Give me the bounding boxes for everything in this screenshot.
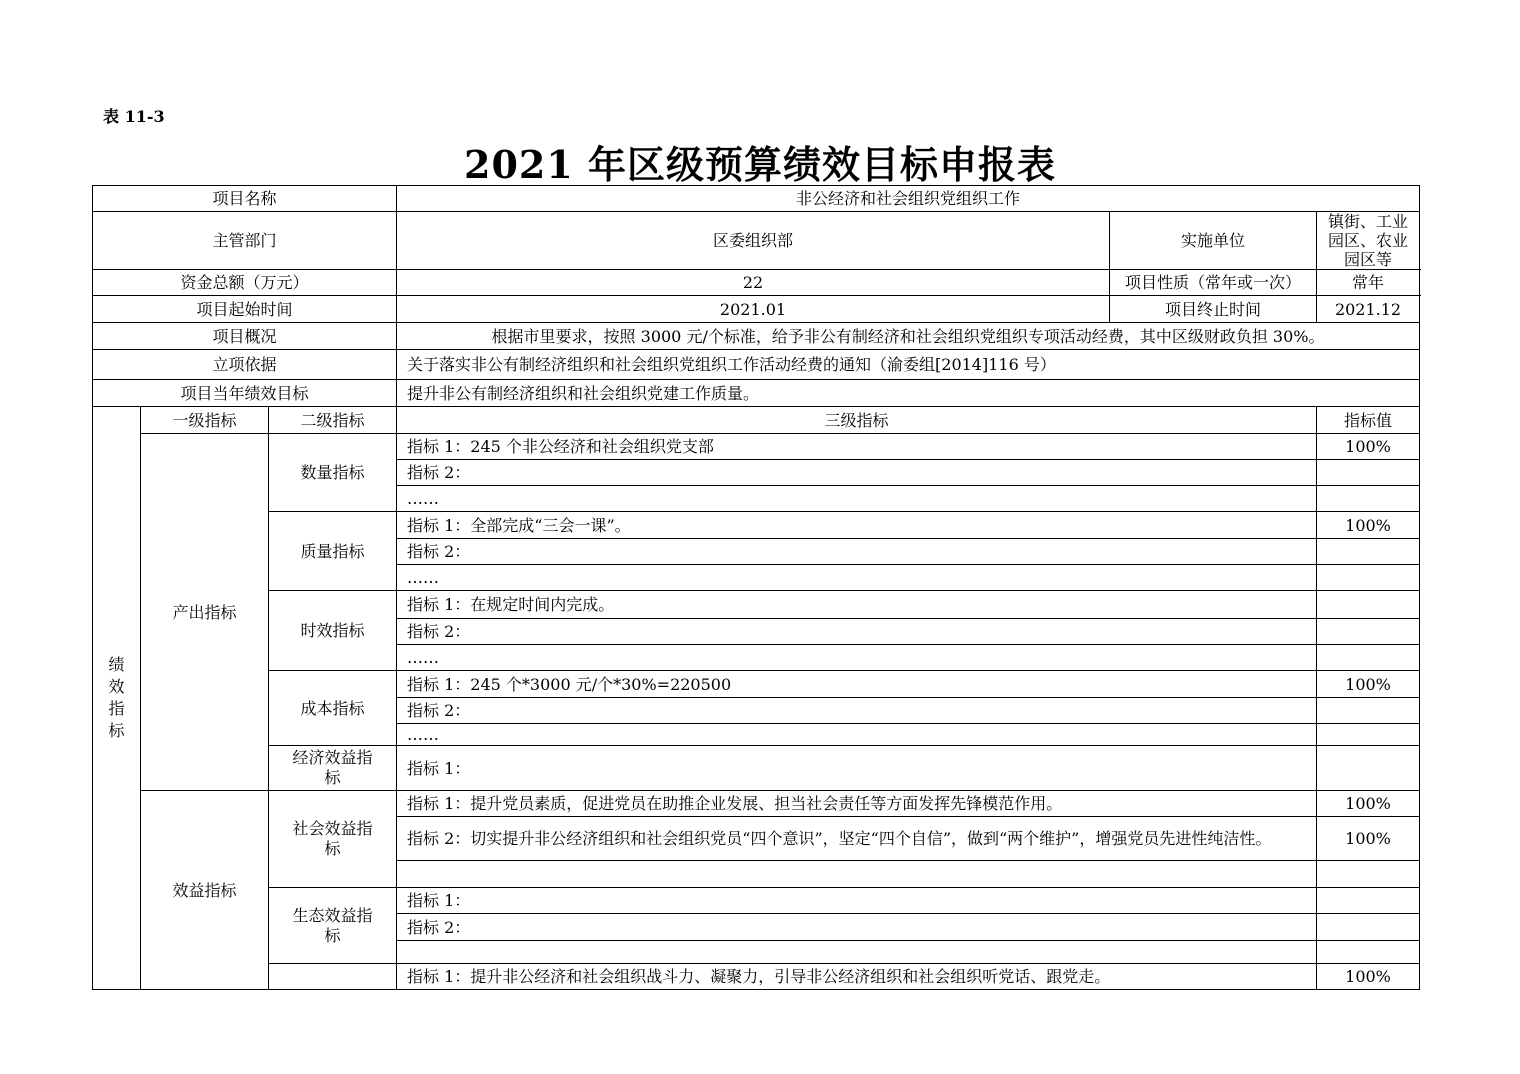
start-value: 2021.01 — [397, 296, 1110, 323]
indicator-text: 指标 1：在规定时间内完成。 — [397, 591, 1317, 619]
row-department — [93, 212, 1420, 270]
overview-value: 根据市里要求，按照 3000 元/个标准，给予非公有制经济和社会组织党组织专项活动经费，其中区级财政负担 30%。 — [397, 323, 1420, 350]
indicator-text — [397, 861, 1317, 888]
basis-label: 立项依据 — [93, 350, 397, 380]
row-project-name — [93, 186, 1420, 212]
indicator-text: 指标 2： — [397, 539, 1317, 565]
nature-value: 常年 — [1317, 270, 1420, 296]
quality-indicator-label: 质量指标 — [269, 512, 397, 591]
indicator-text: 指标 1：全部完成“三会一课”。 — [397, 512, 1317, 539]
table-row — [93, 434, 1420, 460]
economic-indicator-label: 经济效益指标 — [269, 746, 397, 791]
indicator-text: 指标 1：245 个非公经济和社会组织党支部 — [397, 434, 1317, 460]
indicator-text: …… — [397, 645, 1317, 671]
start-label: 项目起始时间 — [93, 296, 397, 323]
indicator-text: …… — [397, 565, 1317, 591]
unlabeled-indicator-cell — [269, 964, 397, 990]
goal-value: 提升非公有制经济组织和社会组织党建工作质量。 — [397, 380, 1420, 407]
nature-label: 项目性质（常年或一次） — [1110, 270, 1317, 296]
cost-indicator-label: 成本指标 — [269, 671, 397, 746]
indicator-value — [1317, 486, 1420, 512]
row-goal — [93, 380, 1420, 407]
indicator-value: 100% — [1317, 434, 1420, 460]
indicator-value — [1317, 746, 1420, 791]
project-name-value: 非公经济和社会组织党组织工作 — [397, 186, 1420, 212]
timeliness-indicator-label: 时效指标 — [269, 591, 397, 671]
table-row — [93, 591, 1420, 619]
social-indicator-label: 社会效益指标 — [269, 791, 397, 888]
indicator-value — [1317, 460, 1420, 486]
benefit-indicator-label: 效益指标 — [141, 791, 269, 990]
amount-value: 22 — [397, 270, 1110, 296]
indicator-value: 100% — [1317, 964, 1420, 990]
header-level2: 二级指标 — [269, 407, 397, 434]
indicator-text: 指标 1： — [397, 746, 1317, 791]
goal-label: 项目当年绩效目标 — [93, 380, 397, 407]
indicator-text: 指标 2： — [397, 914, 1317, 941]
indicator-value — [1317, 861, 1420, 888]
indicator-text: 指标 2： — [397, 460, 1317, 486]
table-row — [93, 746, 1420, 791]
indicator-text: 指标 1：提升党员素质，促进党员在助推企业发展、担当社会责任等方面发挥先锋模范作用。 — [397, 791, 1317, 817]
indicator-value — [1317, 539, 1420, 565]
page-title: 2021 年区级预算绩效目标申报表 — [464, 142, 1056, 187]
indicator-value — [1317, 645, 1420, 671]
table-row — [93, 791, 1420, 817]
dept-value: 区委组织部 — [397, 212, 1110, 270]
indicator-value — [1317, 565, 1420, 591]
row-overview — [93, 323, 1420, 350]
impl-label: 实施单位 — [1110, 212, 1317, 270]
table-row — [93, 964, 1420, 990]
impl-value: 镇街、工业园区、农业园区等 — [1317, 212, 1420, 270]
row-amount — [93, 270, 1420, 296]
row-dates — [93, 296, 1420, 323]
indicator-text — [397, 941, 1317, 964]
indicator-text: 指标 2： — [397, 619, 1317, 645]
indicator-text: …… — [397, 486, 1317, 512]
amount-label: 资金总额（万元） — [93, 270, 397, 296]
indicator-text: 指标 2： — [397, 698, 1317, 724]
indicator-value — [1317, 698, 1420, 724]
indicator-value: 100% — [1317, 512, 1420, 539]
row-basis — [93, 350, 1420, 380]
indicator-text: …… — [397, 724, 1317, 746]
header-level3: 三级指标 — [397, 407, 1317, 434]
row-indicator-header — [93, 407, 1420, 434]
quantity-indicator-label: 数量指标 — [269, 434, 397, 512]
output-indicator-label: 产出指标 — [141, 434, 269, 791]
indicator-text: 指标 1： — [397, 888, 1317, 914]
header-level1: 一级指标 — [141, 407, 269, 434]
ecological-indicator-label: 生态效益指标 — [269, 888, 397, 964]
performance-indicator-side-label: 绩效指标 — [93, 407, 141, 990]
indicator-value — [1317, 724, 1420, 746]
indicator-value: 100% — [1317, 671, 1420, 698]
indicator-text: 指标 2：切实提升非公经济组织和社会组织党员“四个意识”，坚定“四个自信”，做到“两个维护”，增强党员先进性纯洁性。 — [397, 817, 1317, 861]
indicator-value — [1317, 888, 1420, 914]
header-value: 指标值 — [1317, 407, 1420, 434]
indicator-value: 100% — [1317, 817, 1420, 861]
end-value: 2021.12 — [1317, 296, 1420, 323]
overview-label: 项目概况 — [93, 323, 397, 350]
indicator-value — [1317, 941, 1420, 964]
project-name-label: 项目名称 — [93, 186, 397, 212]
table-row — [93, 671, 1420, 698]
budget-performance-table — [92, 185, 1420, 990]
end-label: 项目终止时间 — [1110, 296, 1317, 323]
indicator-value — [1317, 591, 1420, 619]
dept-label: 主管部门 — [93, 212, 397, 270]
indicator-text: 指标 1：245 个*3000 元/个*30%=220500 — [397, 671, 1317, 698]
table-row — [93, 512, 1420, 539]
table-number-label: 表 11-3 — [103, 107, 165, 126]
table-row — [93, 888, 1420, 914]
indicator-value — [1317, 619, 1420, 645]
indicator-value: 100% — [1317, 791, 1420, 817]
indicator-text: 指标 1：提升非公经济和社会组织战斗力、凝聚力，引导非公经济组织和社会组织听党话、跟党走。 — [397, 964, 1317, 990]
indicator-value — [1317, 914, 1420, 941]
basis-value: 关于落实非公有制经济组织和社会组织党组织工作活动经费的通知（渝委组[2014]116 号） — [397, 350, 1420, 380]
